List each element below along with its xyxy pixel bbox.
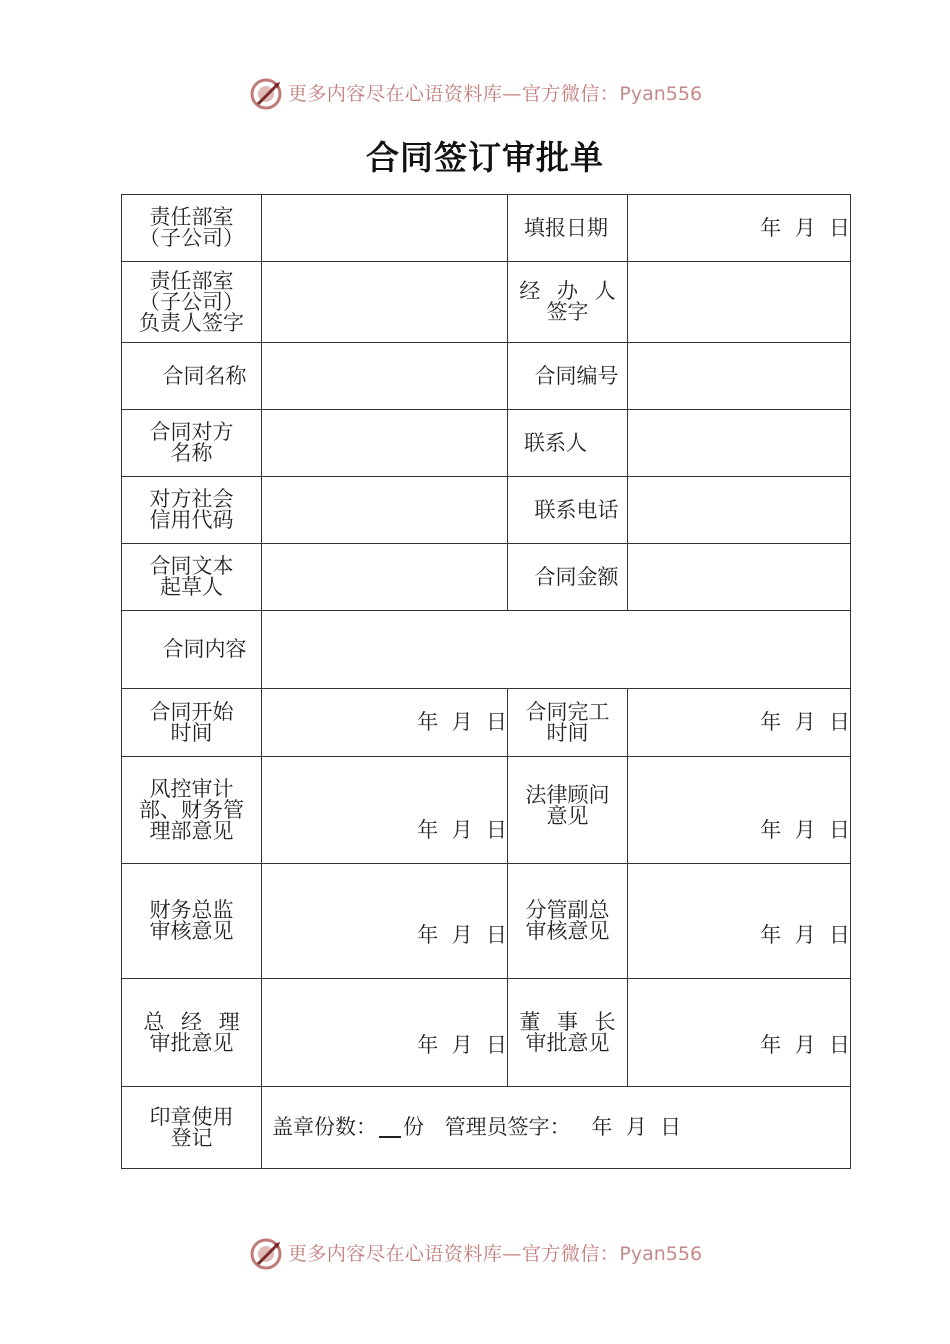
row-dept-head-sign (122, 262, 851, 343)
watermark-top (0, 73, 950, 113)
label-counterparty-name: 合同对方 名称 (122, 410, 262, 477)
seal-count-blank[interactable] (379, 1118, 401, 1138)
brand-logo-icon (248, 1236, 284, 1272)
label-contract-number: 合同编号 (508, 343, 628, 410)
field-legal-opinion[interactable]: 年 月 日 (628, 757, 851, 864)
field-credit-code[interactable] (262, 477, 508, 544)
label-gm-opinion: 总 经 理 审批意见 (122, 979, 262, 1087)
field-handler-sign[interactable] (628, 262, 851, 343)
watermark-text: 更多内容尽在心语资料库—官方微信： (287, 1243, 620, 1265)
field-gm-opinion[interactable]: 年 月 日 (262, 979, 508, 1087)
field-chairman-opinion[interactable]: 年 月 日 (628, 979, 851, 1087)
approval-form-table (121, 194, 851, 1169)
admin-sign-label: 管理员签字： (444, 1115, 571, 1139)
seal-count-unit: 份 (403, 1115, 424, 1139)
label-contract-content: 合同内容 (122, 611, 262, 689)
field-cfo-opinion[interactable]: 年 月 日 (262, 864, 508, 979)
watermark-id: Pyan556 (619, 83, 703, 105)
field-finish-time[interactable]: 年 月 日 (628, 689, 851, 757)
label-finish-time: 合同完工 时间 (508, 689, 628, 757)
field-contract-number[interactable] (628, 343, 851, 410)
row-gm-chairman (122, 979, 851, 1087)
row-credit-code (122, 477, 851, 544)
label-risk-audit-opinion: 风控审计 部、财务管 理部意见 (122, 757, 262, 864)
field-responsible-dept[interactable] (262, 195, 508, 262)
field-drafter[interactable] (262, 544, 508, 611)
label-credit-code: 对方社会 信用代码 (122, 477, 262, 544)
field-contract-amount[interactable] (628, 544, 851, 611)
watermark-bottom (0, 1233, 950, 1273)
field-contact-phone[interactable] (628, 477, 851, 544)
label-seal-register: 印章使用 登记 (122, 1087, 262, 1169)
label-handler-sign: 经 办 人 签字 (508, 262, 628, 343)
row-responsible-dept (122, 195, 851, 262)
seal-date: 年 月 日 (591, 1115, 682, 1139)
field-seal-register[interactable] (262, 1087, 851, 1169)
label-responsible-dept: 责任部室 （子公司） (122, 195, 262, 262)
row-drafter (122, 544, 851, 611)
label-cfo-opinion: 财务总监 审核意见 (122, 864, 262, 979)
field-dept-head-sign[interactable] (262, 262, 508, 343)
page-title: 合同签订审批单 (366, 138, 604, 177)
label-contact-phone: 联系电话 (508, 477, 628, 544)
field-start-time[interactable]: 年 月 日 (262, 689, 508, 757)
seal-count-label: 盖章份数： (272, 1115, 377, 1139)
field-fill-date[interactable]: 年 月 日 (628, 195, 851, 262)
row-contract-name (122, 343, 851, 410)
label-vp-opinion: 分管副总 审核意见 (508, 864, 628, 979)
row-seal-register (122, 1087, 851, 1169)
label-drafter: 合同文本 起草人 (122, 544, 262, 611)
field-contract-content[interactable] (262, 611, 851, 689)
watermark-id: Pyan556 (619, 1243, 703, 1265)
label-contract-name: 合同名称 (122, 343, 262, 410)
field-risk-audit-opinion[interactable]: 年 月 日 (262, 757, 508, 864)
row-contract-content (122, 611, 851, 689)
row-counterparty (122, 410, 851, 477)
field-counterparty-name[interactable] (262, 410, 508, 477)
label-contact-person: 联系人 (508, 410, 628, 477)
label-legal-opinion: 法律顾问 意见 (508, 757, 628, 864)
label-chairman-opinion: 董 事 长 审批意见 (508, 979, 628, 1087)
label-fill-date: 填报日期 (508, 195, 628, 262)
field-contract-name[interactable] (262, 343, 508, 410)
label-dept-head-sign: 责任部室 （子公司） 负责人签字 (122, 262, 262, 343)
brand-logo-icon (248, 76, 284, 112)
watermark-text: 更多内容尽在心语资料库—官方微信： (287, 83, 620, 105)
row-finance-vp (122, 864, 851, 979)
row-contract-period (122, 689, 851, 757)
field-vp-opinion[interactable]: 年 月 日 (628, 864, 851, 979)
field-contact-person[interactable] (628, 410, 851, 477)
label-contract-amount: 合同金额 (508, 544, 628, 611)
label-start-time: 合同开始 时间 (122, 689, 262, 757)
row-risk-legal (122, 757, 851, 864)
